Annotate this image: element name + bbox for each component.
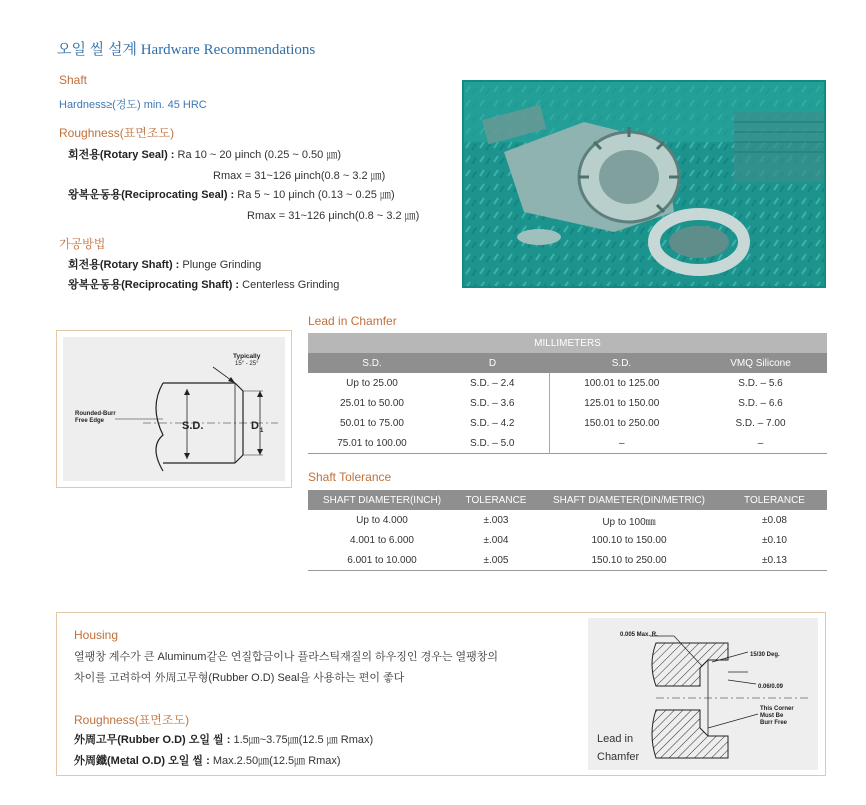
hardness-text: Hardness≥(경도) min. 45 HRC <box>59 99 207 111</box>
table-cell: S.D. – 5.6 <box>738 377 783 389</box>
proc-recip-line <box>68 276 339 292</box>
table-row <box>308 373 827 393</box>
column-header: TOLERANCE <box>465 494 527 506</box>
shaft-tolerance-heading: Shaft Tolerance <box>308 470 392 484</box>
lead-in-label: Lead in <box>597 733 634 745</box>
typically-label: Typically <box>233 353 261 360</box>
rounded-burr-label: Rounded-Burr <box>75 411 116 417</box>
recip-roughness-line <box>68 186 395 202</box>
lead-chamfer-table <box>308 333 827 454</box>
recip-rmax: Rmax = 31~126 μinch(0.8 ~ 3.2 ㎛) <box>247 210 420 222</box>
housing-heading: Housing <box>74 628 119 642</box>
rotary-roughness-line <box>68 146 341 162</box>
angle-label: 15° - 25° <box>235 361 259 367</box>
table-cell: 150.10 to 250.00 <box>591 554 667 566</box>
table-cell: S.D. – 7.00 <box>735 417 786 429</box>
shaft-heading: Shaft <box>59 73 88 87</box>
table-cell: 125.01 to 150.00 <box>584 397 660 409</box>
housing-text-2: 차이를 고려하여 外周고무형(Rubber O.D) Seal을 사용하는 편이 좋다 <box>74 672 405 684</box>
max-r-label: 0.005 Max. R. <box>620 632 658 638</box>
table-cell: S.D. – 2.4 <box>436 373 549 393</box>
table-cell: 25.01 to 50.00 <box>340 397 404 409</box>
housing-roughness-heading: Roughness(표면조도) <box>74 713 190 727</box>
dim-label: 0.06/0.09 <box>758 684 784 690</box>
table-cell: 100.01 to 125.00 <box>584 377 660 389</box>
millimeters-header: MILLIMETERS <box>534 337 601 349</box>
process-heading: 가공방법 <box>59 237 106 251</box>
table-cell: Up to 4.000 <box>356 514 408 526</box>
table-cell: ±.004 <box>483 534 509 546</box>
table-cell: S.D. – 3.6 <box>436 393 549 413</box>
free-edge-label: Free Edge <box>75 418 105 424</box>
shaft-tolerance-table-wrap <box>308 490 827 571</box>
table-cell: 150.01 to 250.00 <box>584 417 660 429</box>
table-cell: – <box>618 437 625 449</box>
table-row <box>308 393 827 413</box>
rubber-od-value: 1.5㎛~3.75㎛(12.5 ㎛ Rmax) <box>233 734 374 746</box>
shaft-chamfer-drawing <box>63 337 285 481</box>
column-header: SHAFT DIAMETER(INCH) <box>322 494 442 506</box>
table-cell: ±0.10 <box>762 534 787 546</box>
gear-illustration <box>464 82 824 286</box>
lead-chamfer-table-wrap <box>308 333 827 454</box>
rubber-od-label: 外周고무(Rubber O.D) 오일 씰 : <box>74 734 234 746</box>
rotary-rmax: Rmax = 31~126 μinch(0.8 ~ 3.2 ㎛) <box>213 170 386 182</box>
proc-rotary-label: 회전용(Rotary Shaft) : <box>68 259 183 271</box>
table-row <box>308 413 827 433</box>
column-header: D <box>488 357 497 369</box>
recip-value: Ra 5 ~ 10 μinch (0.13 ~ 0.25 ㎛) <box>237 189 395 201</box>
shaft-tolerance-table <box>308 490 827 571</box>
column-header: S.D. <box>362 357 382 369</box>
table-cell: – <box>757 437 764 449</box>
page-title: 오일 씰 설계 Hardware Recommendations <box>57 42 316 58</box>
table-cell: 6.001 to 10.000 <box>347 554 417 566</box>
sd-label: S.D. <box>182 420 204 432</box>
table-cell: Up to 25.00 <box>346 377 398 389</box>
d1-label: D <box>251 420 259 432</box>
metal-od-label: 外周鐵(Metal O.D) 오일 씰 : <box>74 755 213 767</box>
roughness-heading: Roughness(표면조도) <box>59 126 175 140</box>
table-cell: S.D. – 5.0 <box>436 433 549 454</box>
table-row <box>308 550 827 571</box>
metal-od-value: Max.2.50㎛(12.5㎛ Rmax) <box>212 755 341 767</box>
table-cell: ±.005 <box>483 554 509 566</box>
corner-label-1: This Corner <box>760 706 794 712</box>
rubber-od-line <box>74 731 373 747</box>
proc-recip-label: 왕복운동용(Reciprocating Shaft) : <box>68 279 243 291</box>
recip-label: 왕복운동용(Reciprocating Seal) : <box>68 189 238 201</box>
table-cell: ±0.13 <box>762 554 787 566</box>
column-header: VMQ Silicone <box>730 357 791 369</box>
table-cell: S.D. – 4.2 <box>436 413 549 433</box>
proc-rotary-value: Plunge Grinding <box>182 259 262 271</box>
metal-od-line <box>74 752 341 768</box>
rotary-label: 회전용(Rotary Seal) : <box>68 149 178 161</box>
proc-recip-value: Centerless Grinding <box>242 279 340 291</box>
table-cell: 50.01 to 75.00 <box>340 417 404 429</box>
table-cell: S.D. – 6.6 <box>738 397 783 409</box>
table-cell: 4.001 to 6.000 <box>350 534 414 546</box>
column-header: TOLERANCE <box>744 494 805 506</box>
table-cell: Up to 100㎜ <box>602 516 656 528</box>
table-cell: 100.10 to 150.00 <box>591 534 667 546</box>
table-cell: 75.01 to 100.00 <box>337 437 407 449</box>
table-cell: ±0.08 <box>762 514 787 526</box>
corner-label-2: Must Be <box>760 713 784 719</box>
rotary-value: Ra 10 ~ 20 μinch (0.25 ~ 0.50 ㎛) <box>177 149 342 161</box>
table-row <box>308 510 827 530</box>
column-header: SHAFT DIAMETER(DIN/METRIC) <box>552 494 706 506</box>
lead-chamfer-heading: Lead in Chamfer <box>308 314 397 328</box>
proc-rotary-line <box>68 256 261 272</box>
deg-label: 15/30 Deg. <box>750 652 780 658</box>
housing-bore-drawing <box>588 618 818 770</box>
table-row <box>308 530 827 550</box>
housing-bore-figure <box>588 618 818 770</box>
table-row <box>308 433 827 454</box>
table-cell: ±.003 <box>483 514 509 526</box>
gear-photo <box>462 80 826 288</box>
d1-subscript: 1 <box>260 428 264 434</box>
column-header: S.D. <box>611 357 632 369</box>
corner-label-3: Burr Free <box>760 720 788 726</box>
housing-text-1: 열팽창 계수가 큰 Aluminum같은 연질합금이나 플라스틱재질의 하우징인 경우는 열팽창의 <box>74 651 499 663</box>
chamfer-label: Chamfer <box>597 751 640 763</box>
shaft-chamfer-figure <box>56 330 292 488</box>
